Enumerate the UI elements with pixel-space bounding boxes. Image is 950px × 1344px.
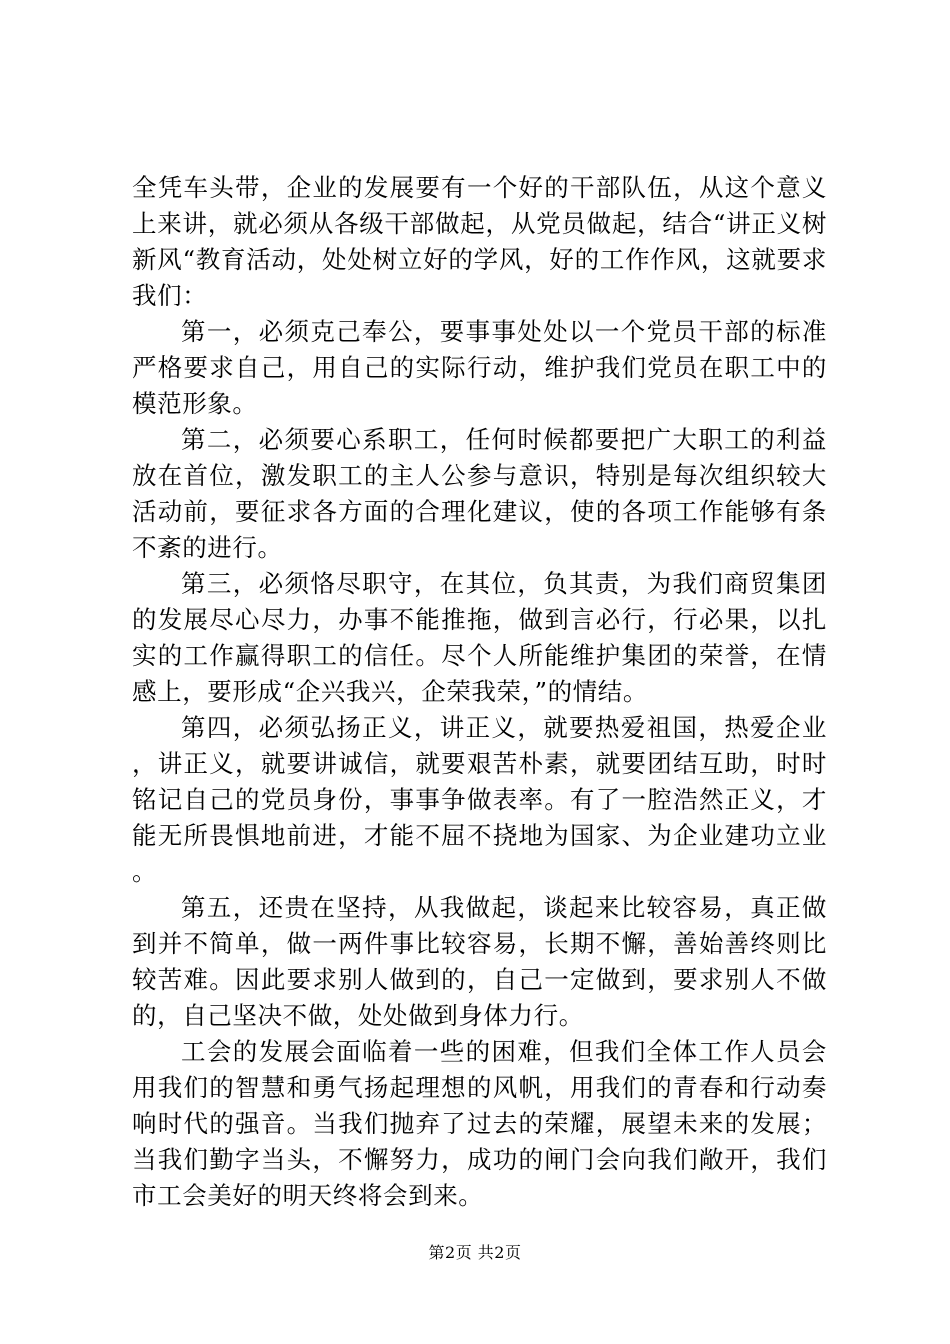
paragraph-7: 工会的发展会面临着一些的困难，但我们全体工作人员会用我们的智慧和勇气扬起理想的风帆，用我们的青春和行动奏响时代的强音。当我们抛弃了过去的荣耀，展望未来的发展；当我们勤字当头，不懈努力，成功的闸门会向我们敞开，我们市工会美好的明天终将会到来。 [132, 1037, 827, 1210]
paragraph-3: 第二，必须要心系职工，任何时候都要把广大职工的利益放在首位，激发职工的主人公参与意识，特别是每次组织较大活动前，要征求各方面的合理化建议，使的各项工作能够有条不紊的进行。 [132, 425, 827, 562]
document-body [132, 170, 827, 1214]
page-number-footer: 第2页 共2页 [428, 1243, 522, 1262]
paragraph-2: 第一，必须克己奉公，要事事处处以一个党员干部的标准严格要求自己，用自己的实际行动，维护我们党员在职工中的模范形象。 [132, 317, 827, 418]
paragraph-6: 第五，还贵在坚持，从我做起，谈起来比较容易，真正做到并不简单，做一两件事比较容易，长期不懈，善始善终则比较苦难。因此要求别人做到的，自己一定做到，要求别人不做的，自己坚决不做，处处做到身体力行。 [132, 893, 827, 1030]
paragraph-4: 第三，必须恪尽职守，在其位，负其责，为我们商贸集团的发展尽心尽力，办事不能推拖，做到言必行，行必果，以扎实的工作赢得职工的信任。尽个人所能维护集团的荣誉，在情感上，要形成“企兴我兴，企荣我荣，”的情结。 [132, 569, 827, 706]
paragraph-1: 全凭车头带，企业的发展要有一个好的干部队伍，从这个意义上来讲，就必须从各级干部做起，从党员做起，结合“讲正义树新风“教育活动，处处树立好的学风，好的工作作风，这就要求我们： [132, 173, 827, 310]
paragraph-5: 第四，必须弘扬正义，讲正义，就要热爱祖国，热爱企业，讲正义，就要讲诚信，就要艰苦朴素，就要团结互助，时时铭记自己的党员身份，事事争做表率。有了一腔浩然正义，才能无所畏惧地前进，才能不屈不挠地为国家、为企业建功立业。 [132, 713, 827, 886]
